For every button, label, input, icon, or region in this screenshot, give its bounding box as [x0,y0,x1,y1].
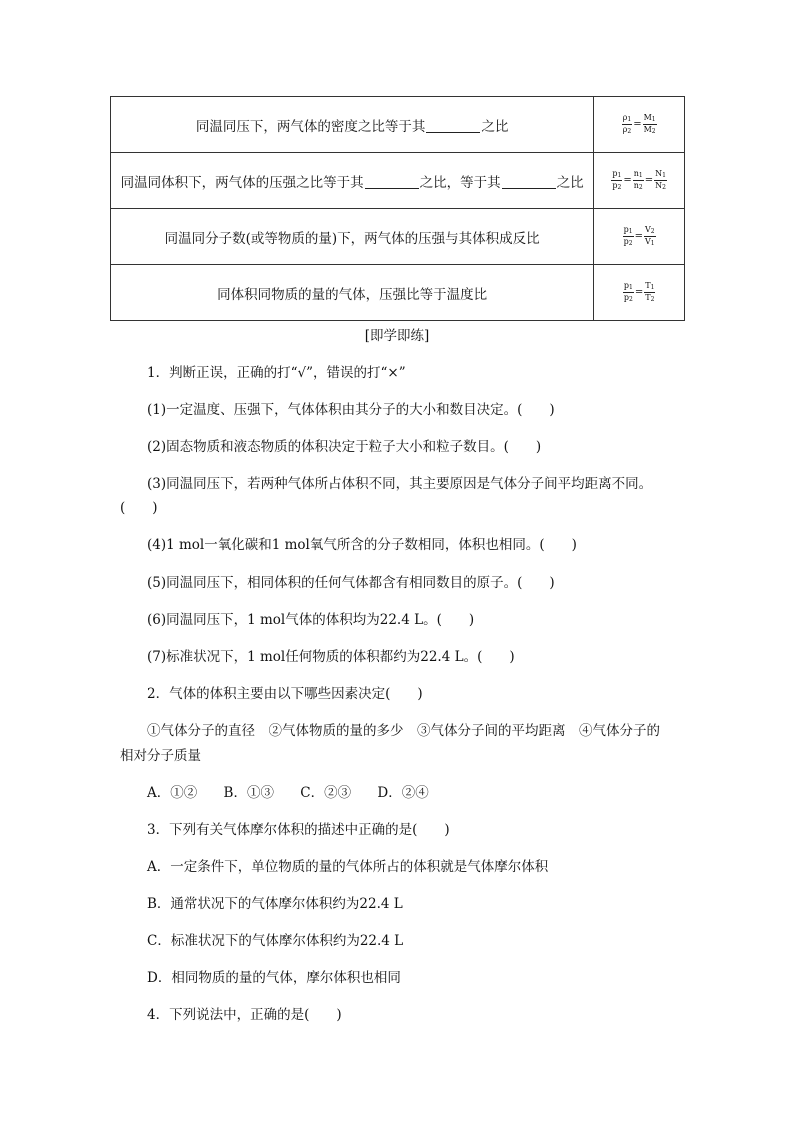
formula-cell: $\frac{\rho 1}{\rho 2}$ = $\frac{M1}{M2}$ [594,97,685,153]
question-2-factors-cont: 相对分子质量 [120,748,201,764]
question-4-stem: 4．下列说法中，正确的是( ) [147,1007,342,1023]
table-row-description [111,153,594,209]
question-2-factors: ①气体分子的直径 ②气体物质的量的多少 ③气体分子间的平均距离 ④气体分子的 [147,723,660,739]
table-row [111,209,685,265]
table-row-description [111,97,594,153]
question-1-item-bracket: ( ) [120,500,158,516]
fraction: $\frac{T1}{T2}$ [645,281,655,303]
question-1-item: (3)同温同压下，若两种气体所占体积不同，其主要原因是气体分子间平均距离不同。 [147,476,653,492]
answer-blank [502,187,556,189]
question-3-option-a: A．一定条件下，单位物质的量的气体所占的体积就是气体摩尔体积 [147,859,549,875]
question-1-item: (7)标准状况下，1 mol任何物质的体积都约为22.4 L。( ) [147,649,515,665]
answer-blank [365,187,419,189]
option-a: A．①② [147,785,198,801]
section-title: [即学即练] [364,328,430,344]
fraction: $\frac{V2}{V1}$ [645,225,655,247]
description-text: 之比 [556,174,584,191]
question-1-item: (2)固态物质和液态物质的体积决定于粒子大小和粒子数目。( ) [147,439,542,455]
question-3-option-c: C．标准状况下的气体摩尔体积约为22.4 L [147,933,404,949]
fraction: $\frac{n1}{n2}$ [633,169,643,191]
fraction: $\frac{\rho 1}{\rho 2}$ [622,113,632,135]
question-3-option-b: B．通常状况下的气体摩尔体积约为22.4 L [147,896,403,912]
answer-blank [426,131,480,133]
option-b: B．①③ [223,785,274,801]
table-row-description: 同温同分子数(或等物质的量)下，两气体的压强与其体积成反比 [111,209,594,265]
gas-law-table [110,96,685,321]
fraction: $\frac{p1}{p2}$ [612,169,622,191]
description-text: 之比，等于其 [419,174,501,191]
option-c: C．②③ [300,785,352,801]
question-2-options [147,781,451,801]
table-row-description: 同体积同物质的量的气体，压强比等于温度比 [111,265,594,321]
question-2-stem: 2．气体的体积主要由以下哪些因素决定( ) [147,686,423,702]
question-3-stem: 3．下列有关气体摩尔体积的描述中正确的是( ) [147,822,450,838]
question-1-item: (5)同温同压下，相同体积的任何气体都含有相同数目的原子。( ) [147,575,555,591]
question-1-item: (6)同温同压下，1 mol气体的体积均为22.4 L。( ) [147,612,475,628]
description-text: 同温同体积下，两气体的压强之比等于其 [120,174,364,191]
table-row [111,153,685,209]
formula-cell: $\frac{p1}{p2}$ = $\frac{n1}{n2}$ = $\frac{N1}{N2}$ [594,153,685,209]
fraction: $\frac{M1}{M2}$ [643,113,656,135]
question-1-item: (1)一定温度、压强下，气体体积由其分子的大小和数目决定。( ) [147,402,555,418]
table-row [111,97,685,153]
question-1-item: (4)1 mol一氧化碳和1 mol氧气所含的分子数相同，体积也相同。( ) [147,537,577,553]
question-1-stem: 1．判断正误，正确的打“√”，错误的打“×” [147,365,406,381]
table-row [111,265,685,321]
description-text: 同温同压下，两气体的密度之比等于其 [195,118,426,135]
formula-cell: $\frac{p1}{p2}$ = $\frac{V2}{V1}$ [594,209,685,265]
question-3-option-d: D．相同物质的量的气体，摩尔体积也相同 [147,970,401,986]
description-text: 之比 [481,118,509,135]
option-d: D．②④ [377,785,429,801]
fraction: $\frac{p1}{p2}$ [623,225,633,247]
fraction: $\frac{N1}{N2}$ [655,169,666,191]
formula-cell: $\frac{p1}{p2}$ = $\frac{T1}{T2}$ [594,265,685,321]
fraction: $\frac{p1}{p2}$ [623,281,633,303]
